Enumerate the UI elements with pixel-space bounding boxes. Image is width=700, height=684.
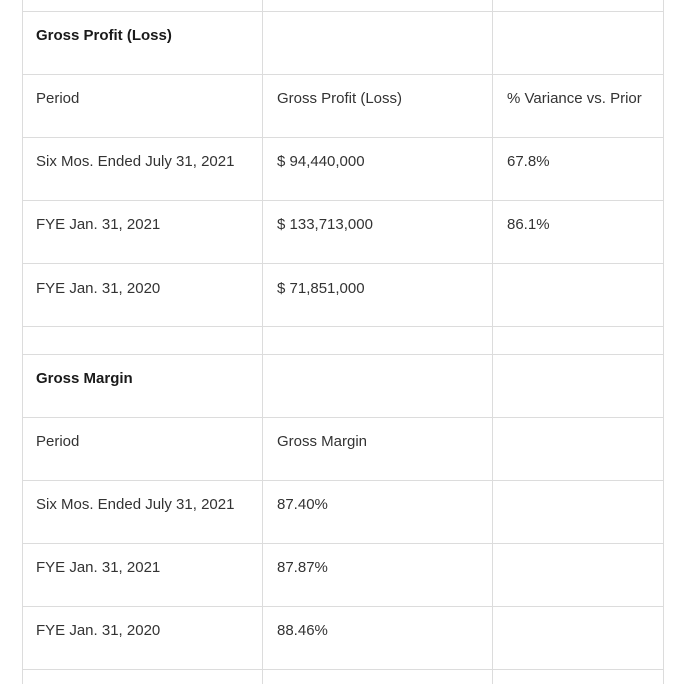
row-divider (22, 11, 664, 12)
table-cell-variance: 67.8% (507, 153, 550, 170)
table-cell-gross-profit: $ 71,851,000 (277, 280, 365, 297)
table-border-right (663, 0, 664, 684)
table-cell-gross-profit: $ 133,713,000 (277, 216, 373, 233)
row-divider (22, 74, 664, 75)
section-title-gross-margin: Gross Margin (36, 370, 133, 387)
table-cell-gross-margin: 88.46% (277, 622, 328, 639)
header-period: Period (36, 90, 80, 107)
table-cell-period: FYE Jan. 31, 2021 (36, 216, 161, 233)
table-cell-variance: 86.1% (507, 216, 550, 233)
table-cell-gross-margin: 87.87% (277, 559, 328, 576)
table-border-left (22, 0, 23, 684)
header-period: Period (36, 433, 80, 450)
table-cell-gross-margin: 87.40% (277, 496, 328, 513)
row-divider (22, 417, 664, 418)
table-cell-gross-profit: $ 94,440,000 (277, 153, 365, 170)
row-divider (22, 606, 664, 607)
table-cell-period: FYE Jan. 31, 2021 (36, 559, 161, 576)
table-cell-period: FYE Jan. 31, 2020 (36, 622, 161, 639)
row-divider (22, 263, 664, 264)
header-gross-profit: Gross Profit (Loss) (277, 90, 403, 107)
row-divider (22, 669, 664, 670)
table-cell-period: Six Mos. Ended July 31, 2021 (36, 153, 235, 170)
table-cell-period: FYE Jan. 31, 2020 (36, 280, 161, 297)
row-divider (22, 326, 664, 327)
row-divider (22, 543, 664, 544)
header-gross-margin: Gross Margin (277, 433, 368, 450)
column-divider-2 (492, 0, 493, 684)
row-divider (22, 480, 664, 481)
row-divider (22, 200, 664, 201)
row-divider (22, 137, 664, 138)
row-divider (22, 354, 664, 355)
table-cell-period: Six Mos. Ended July 31, 2021 (36, 496, 235, 513)
column-divider-1 (262, 0, 263, 684)
header-variance: % Variance vs. Prior (507, 90, 642, 107)
section-title-gross-profit: Gross Profit (Loss) (36, 27, 172, 44)
